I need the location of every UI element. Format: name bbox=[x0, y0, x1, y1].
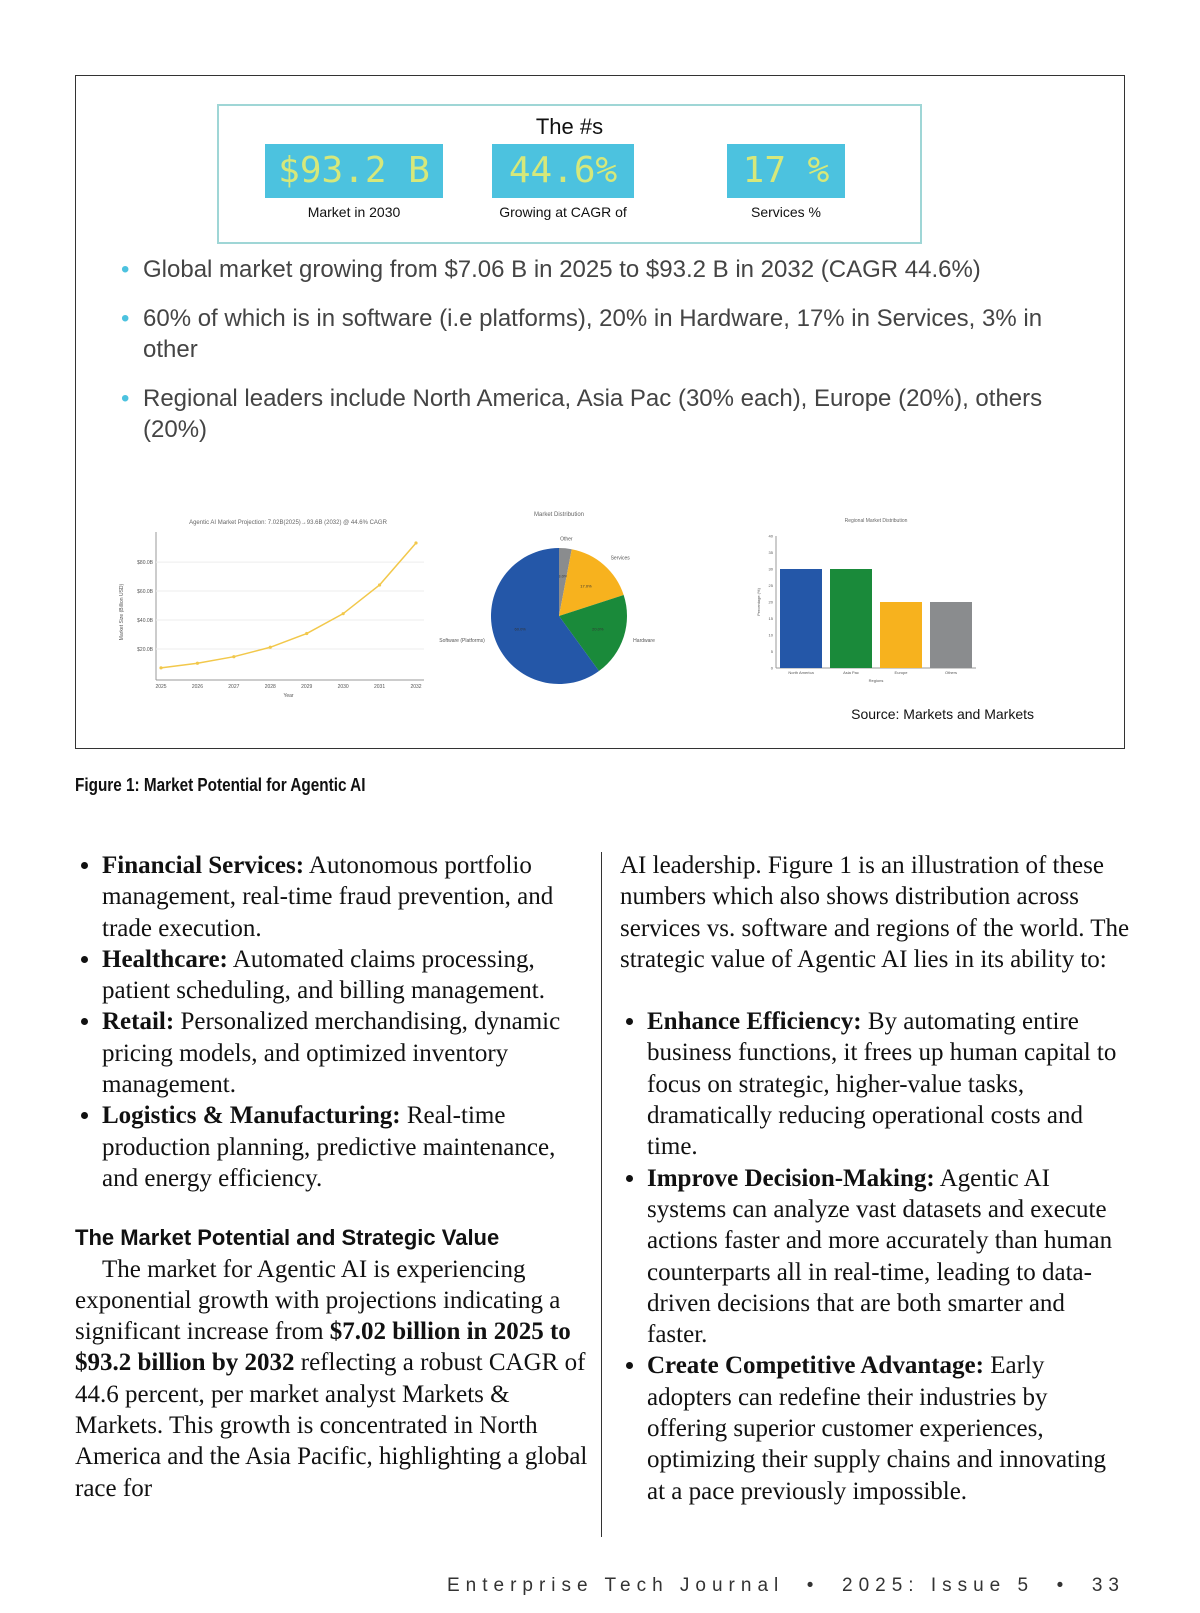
data-point bbox=[342, 612, 345, 615]
y-tick-label: 30 bbox=[768, 566, 773, 572]
x-tick-label: 2031 bbox=[374, 684, 386, 690]
list-item: • Logistics & Manufacturing: Real-time production planning, predictive maintenance, and energy efficiency. bbox=[102, 1100, 590, 1194]
pie-value-label: 3.0% bbox=[558, 573, 568, 579]
stat-label: Growing at CAGR of bbox=[499, 204, 627, 220]
x-tick-label: 2027 bbox=[228, 684, 240, 690]
y-tick-label: 5 bbox=[770, 649, 773, 654]
pie-value-label: 17.0% bbox=[580, 583, 592, 589]
data-point bbox=[305, 632, 308, 635]
section-heading: The Market Potential and Strategic Value bbox=[75, 1225, 500, 1251]
list-item: • Healthcare: Automated claims processing, patient scheduling, and billing management. bbox=[102, 944, 590, 1007]
list-item: • Improve Decision-Making: Agentic AI systems can analyze vast datasets and execute actions faster and more accurately than human counterparts all in real-time, leading to data-driven decisions that are both smarter and faster. bbox=[647, 1163, 1130, 1351]
figure-1 bbox=[75, 75, 1125, 749]
stat-cagr bbox=[492, 144, 634, 220]
body-paragraph: AI leadership. Figure 1 is an illustration of these numbers which also shows distribution across services vs. software and regions of the world. The strategic value of Agentic AI lies in its ability to: bbox=[620, 852, 1130, 973]
key-numbers-panel bbox=[217, 104, 922, 244]
column-divider bbox=[601, 852, 602, 1537]
y-axis-label: Percentage (%) bbox=[756, 588, 761, 616]
x-tick-label: Europe bbox=[894, 670, 908, 675]
pie-value-label: 60.0% bbox=[514, 626, 526, 632]
y-tick-label: $20.0B bbox=[137, 647, 153, 654]
bar-chart-title: Regional Market Distribution bbox=[844, 518, 908, 524]
list-item: • Retail: Personalized merchandising, dynamic pricing models, and optimized inventory management. bbox=[102, 1006, 590, 1100]
stat-label: Market in 2030 bbox=[307, 204, 401, 220]
figure-bullet: • 60% of which is in software (i.e platforms), 20% in Hardware, 17% in Services, 3% in other bbox=[121, 303, 1081, 365]
x-tick-label: 2028 bbox=[264, 684, 276, 690]
page-footer: Enterprise Tech Journal • 2025: Issue 5 • 33 bbox=[446, 1575, 1125, 1596]
data-point bbox=[232, 655, 235, 658]
x-axis-label: Year bbox=[283, 693, 294, 699]
pie-category-label: Hardware bbox=[633, 638, 655, 645]
pie-category-label: Other bbox=[560, 536, 573, 543]
x-tick-label: 2032 bbox=[410, 684, 422, 690]
charts bbox=[76, 508, 1126, 703]
stat-services bbox=[727, 144, 845, 220]
x-tick-label: 2026 bbox=[191, 684, 203, 690]
pie-category-label: Software (Platforms) bbox=[439, 638, 485, 645]
list-item: • Financial Services: Autonomous portfolio management, real-time fraud prevention, and trade execution. bbox=[102, 850, 590, 944]
y-tick-label: 25 bbox=[768, 583, 773, 588]
x-axis-label: Regions bbox=[868, 678, 884, 683]
figure-caption: Figure 1: Market Potential for Agentic AI bbox=[75, 775, 366, 795]
y-tick-label: 10 bbox=[768, 632, 773, 638]
figure-bullet: • Global market growing from $7.06 B in 2025 to $93.2 B in 2032 (CAGR 44.6%) bbox=[121, 254, 1081, 285]
x-tick-label: North America bbox=[788, 670, 814, 675]
y-tick-label: $40.0B bbox=[137, 618, 153, 625]
stat-market bbox=[265, 144, 443, 220]
y-tick-label: $80.0B bbox=[137, 560, 153, 567]
list-item: • Enhance Efficiency: By automating entire business functions, it frees up human capital to focus on strategic, higher-value tasks, dramatically reducing operational costs and time. bbox=[647, 1006, 1130, 1162]
list-item: • Create Competitive Advantage: Early adopters can redefine their industries by offering superior customer experiences, optimizing their supply chains and innovating at a pace previously impossible. bbox=[647, 1350, 1130, 1506]
x-tick-label: 2025 bbox=[155, 684, 167, 690]
x-tick-label: Asia Pac bbox=[843, 670, 859, 675]
x-tick-label: Others bbox=[944, 670, 958, 675]
stat-value: $93.2 B bbox=[265, 144, 443, 198]
y-tick-label: 0 bbox=[770, 665, 773, 671]
bar bbox=[830, 569, 872, 668]
y-tick-label: 35 bbox=[768, 550, 773, 555]
y-tick-label: 40 bbox=[768, 533, 773, 539]
y-tick-label: 15 bbox=[768, 616, 773, 621]
stat-value: 17 % bbox=[727, 144, 845, 198]
pie-value-label: 20.0% bbox=[592, 626, 604, 632]
stat-label: Services % bbox=[750, 204, 822, 220]
numbers-title: The #s bbox=[535, 114, 604, 139]
source-note: Source: Markets and Markets bbox=[851, 706, 1034, 722]
x-tick-label: 2029 bbox=[301, 684, 313, 690]
line-chart-title: Agentic AI Market Projection: 7.02B(2025)→93.6B (2032) @ 44.6% CAGR bbox=[189, 520, 387, 526]
right-column bbox=[620, 850, 1130, 1507]
value-list bbox=[620, 1006, 1130, 1507]
bar bbox=[880, 602, 922, 668]
bar bbox=[780, 569, 822, 668]
data-point bbox=[159, 666, 162, 669]
data-point bbox=[414, 541, 417, 544]
body-paragraph: The market for Agentic AI is experiencing exponential growth with projections indicating a significant increase from $7.02 billion in 2025 to $93.2 billion by 2032 reflecting a robust CAGR of 44.6 percent, per market analyst Markets & Markets. This growth is concentrated in North America and the Asia Pacific, highlighting a global race for bbox=[75, 1255, 588, 1502]
figure-bullets bbox=[121, 254, 1081, 463]
y-tick-label: $60.0B bbox=[137, 589, 153, 596]
industry-list bbox=[75, 850, 590, 1194]
y-tick-label: 20 bbox=[768, 599, 773, 605]
pie-category-label: Services bbox=[610, 555, 630, 562]
bar bbox=[930, 602, 972, 668]
pie-chart-title: Market Distribution bbox=[533, 512, 585, 518]
left-column bbox=[75, 850, 590, 1504]
y-axis-label: Market Size (Billion USD) bbox=[119, 583, 125, 641]
data-point bbox=[269, 646, 272, 649]
stat-value: 44.6% bbox=[492, 144, 634, 198]
x-tick-label: 2030 bbox=[337, 684, 349, 690]
data-point bbox=[378, 583, 381, 586]
figure-bullet: • Regional leaders include North America, Asia Pac (30% each), Europe (20%), others (20%) bbox=[121, 383, 1081, 445]
data-point bbox=[196, 662, 199, 665]
